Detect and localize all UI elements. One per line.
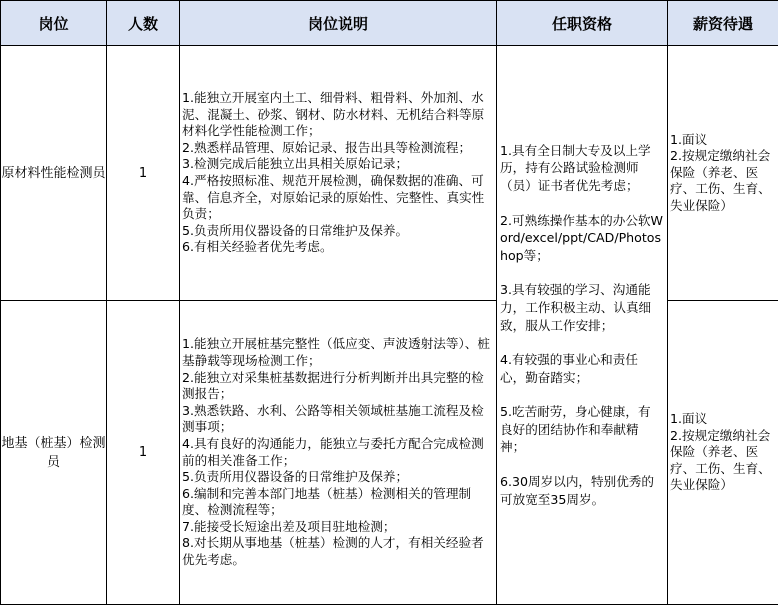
count-cell: 1 [107,301,180,605]
salary-item: 1.面议 [670,132,775,149]
qualification-item: 1.具有全日制大专及以上学历，持有公路试验检测师（员）证书者优先考虑； [500,142,663,195]
salary-item: 2.按规定缴纳社会保险（养老、医疗、工伤、生育、失业保险） [670,428,775,494]
header-description: 岗位说明 [180,1,497,46]
description-item: 5.负责所用仪器设备的日常维护及保养。 [182,223,492,240]
qualification-item: 5.吃苦耐劳，身心健康，有良好的团结协作和奉献精神； [500,403,663,456]
description-item: 6.有相关经验者优先考虑。 [182,239,492,256]
description-item: 2.熟悉样品管理、原始记录、报告出具等检测流程； [182,140,492,157]
description-item: 1.能独立开展桩基完整性（低应变、声波透射法等）、桩基静载等现场检测工作； [182,336,492,369]
header-qualifications: 任职资格 [497,1,668,46]
count-cell: 1 [107,46,180,301]
description-item: 6.编制和完善本部门地基（桩基）检测相关的管理制度、检测流程等； [182,486,492,519]
description-cell [180,46,497,301]
description-item: 4.严格按照标准、规范开展检测，确保数据的准确、可靠、信息齐全，对原始记录的原始性、完整性、真实性负责； [182,173,492,223]
description-item: 1.能独立开展室内土工、细骨料、粗骨料、外加剂、水泥、混凝土、砂浆、钢材、防水材料、无机结合料等原材料化学性能检测工作； [182,90,492,140]
description-item: 3.检测完成后能独立出具相关原始记录； [182,156,492,173]
header-position: 岗位 [1,1,107,46]
header-count: 人数 [107,1,180,46]
position-cell: 地基（桩基）检测员 [1,301,107,605]
header-row [1,1,778,46]
header-salary: 薪资待遇 [668,1,778,46]
salary-item: 1.面议 [670,411,775,428]
qualifications-cell [497,46,668,605]
description-item: 4.具有良好的沟通能力，能独立与委托方配合完成检测前的相关准备工作； [182,436,492,469]
salary-item: 2.按规定缴纳社会保险（养老、医疗、工伤、生育、失业保险） [670,148,775,214]
table-row [1,46,778,301]
position-cell: 原材料性能检测员 [1,46,107,301]
description-item: 7.能接受长短途出差及项目驻地检测； [182,519,492,536]
salary-cell [668,301,778,605]
salary-cell [668,46,778,301]
description-item: 2.能独立对采集桩基数据进行分析判断并出具完整的检测报告； [182,370,492,403]
description-cell [180,301,497,605]
qualification-item: 4.有较强的事业心和责任心，勤奋踏实； [500,351,663,386]
description-item: 8.对长期从事地基（桩基）检测的人才，有相关经验者优先考虑。 [182,535,492,568]
qualification-item: 2.可熟练操作基本的办公软Word/excel/ppt/CAD/Photoshop等； [500,212,663,265]
qualification-item: 3.具有较强的学习、沟通能力，工作积极主动、认真细致，服从工作安排； [500,281,663,334]
qualification-item: 6.30周岁以内，特别优秀的可放宽至35周岁。 [500,473,663,508]
description-item: 5.负责所用仪器设备的日常维护及保养； [182,469,492,486]
description-item: 3.熟悉铁路、水利、公路等相关领域桩基施工流程及检测事项； [182,403,492,436]
